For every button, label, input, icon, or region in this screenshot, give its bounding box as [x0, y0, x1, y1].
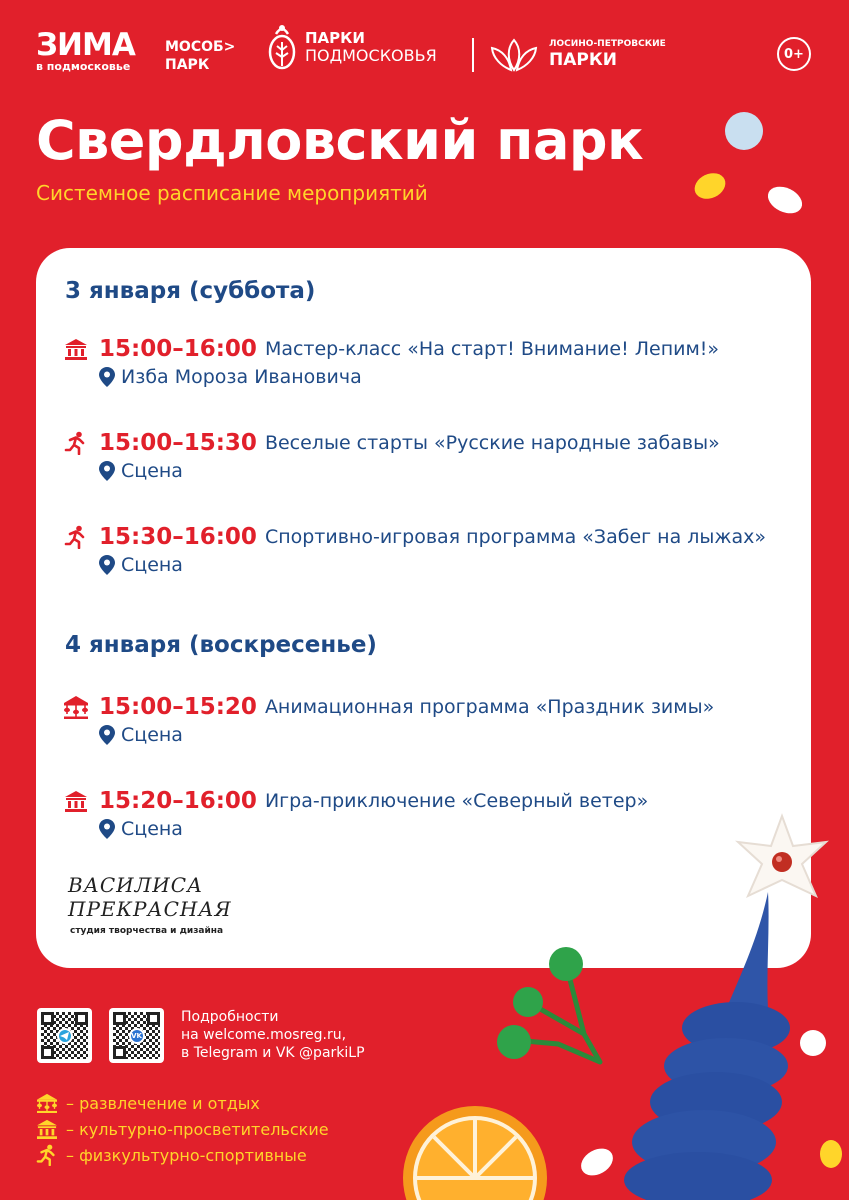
telegram-icon — [57, 1028, 73, 1044]
decor-dot-white — [800, 1030, 826, 1056]
event-title: Мастер-класс «На старт! Внимание! Лепим!» — [264, 338, 720, 360]
event-location-text: Сцена — [121, 818, 183, 840]
mosobpark-logo-line2: ПАРК — [165, 57, 210, 73]
lp-logo-line2: ПАРКИ — [549, 50, 617, 70]
parki-logo-line2: ПОДМОСКОВЬЯ — [305, 45, 437, 65]
event-location — [99, 724, 714, 746]
partner-logo-subtitle: студия творчества и дизайна — [70, 926, 224, 936]
day-heading: 4 января (воскресенье) — [65, 632, 377, 658]
legend — [36, 1090, 329, 1168]
museum-icon — [63, 788, 89, 814]
berry-branch-illustration — [488, 944, 618, 1074]
event-item — [63, 694, 714, 746]
event-item — [63, 430, 720, 482]
location-pin-icon — [99, 367, 115, 387]
footer-info-line: в Telegram и VK @parkiLP — [181, 1045, 365, 1061]
event-title: Анимационная программа «Праздник зимы» — [264, 696, 715, 718]
zima-logo-subtitle: в подмосковье — [36, 60, 131, 73]
partner-logo-line1: ВАСИЛИСА — [68, 873, 204, 897]
carousel-icon — [63, 694, 89, 720]
museum-icon — [63, 336, 89, 362]
parki-podmoskovya-logo — [267, 22, 437, 72]
zima-logo-title: ЗИМА — [36, 27, 135, 63]
parki-emblem-icon — [267, 22, 297, 72]
runner-icon — [63, 524, 89, 550]
parki-logo-line1: ПАРКИ — [305, 28, 365, 47]
leaves-emblem-icon — [489, 36, 539, 72]
legend-item-entertainment — [36, 1090, 329, 1116]
event-location — [99, 366, 719, 388]
museum-icon — [36, 1119, 58, 1139]
legend-item-sport — [36, 1142, 329, 1168]
page-subtitle: Системное расписание мероприятий — [36, 181, 428, 205]
event-location-text: Изба Мороза Ивановича — [121, 366, 362, 388]
event-location — [99, 554, 766, 576]
event-title: Веселые старты «Русские народные забавы» — [264, 432, 720, 454]
mosobpark-logo — [165, 38, 235, 74]
event-location-text: Сцена — [121, 460, 183, 482]
christmas-tree-illustration — [618, 880, 798, 1200]
decor-dot-white — [576, 1143, 617, 1181]
header-divider — [472, 38, 474, 72]
zima-logo — [36, 27, 135, 73]
schedule-card — [36, 248, 811, 968]
location-pin-icon — [99, 725, 115, 745]
footer-info-line: Подробности — [181, 1009, 279, 1025]
age-rating-badge: 0+ — [777, 37, 811, 71]
event-title: Игра-приключение «Северный ветер» — [264, 790, 649, 812]
event-time: 15:00–15:30 — [99, 430, 257, 456]
partner-logo-line2: ПРЕКРАСНАЯ — [68, 897, 232, 921]
day-heading: 3 января (суббота) — [65, 278, 316, 304]
page-title: Свердловский парк — [36, 109, 644, 172]
footer-info-line: на welcome.mosreg.ru, — [181, 1027, 347, 1043]
location-pin-icon — [99, 555, 115, 575]
event-location — [99, 460, 720, 482]
vk-qr-code[interactable] — [109, 1008, 164, 1063]
event-time: 15:00–16:00 — [99, 336, 257, 362]
footer-info — [181, 1008, 365, 1062]
decor-dot-yellow — [820, 1140, 842, 1168]
event-location-text: Сцена — [121, 724, 183, 746]
losino-petrovskie-logo — [489, 36, 666, 72]
vasilisa-prekrasnaya-logo — [64, 820, 236, 938]
legend-text: – физкультурно-спортивные — [66, 1145, 307, 1165]
event-time: 15:20–16:00 — [99, 788, 257, 814]
lp-logo-line1: ЛОСИНО-ПЕТРОВСКИЕ — [549, 39, 666, 49]
runner-icon — [36, 1144, 58, 1166]
orange-slice-illustration — [400, 1098, 550, 1200]
event-location-text: Сцена — [121, 554, 183, 576]
decor-dot-blue — [725, 112, 763, 150]
location-pin-icon — [99, 461, 115, 481]
runner-icon — [63, 430, 89, 456]
legend-text: – развлечение и отдых — [66, 1093, 260, 1113]
event-item — [63, 336, 719, 388]
event-title: Спортивно-игровая программа «Забег на лыжах» — [264, 526, 767, 548]
carousel-icon — [36, 1093, 58, 1113]
legend-text: – культурно-просветительские — [66, 1119, 329, 1139]
event-time: 15:00–15:20 — [99, 694, 257, 720]
mosobpark-logo-line1: МОСОБ> — [165, 39, 236, 55]
legend-item-culture — [36, 1116, 329, 1142]
decor-dot-white — [764, 182, 807, 219]
vk-icon: VK — [129, 1028, 145, 1044]
decor-dot-yellow — [690, 168, 729, 203]
telegram-qr-code[interactable] — [37, 1008, 92, 1063]
event-time: 15:30–16:00 — [99, 524, 257, 550]
event-item — [63, 524, 766, 576]
